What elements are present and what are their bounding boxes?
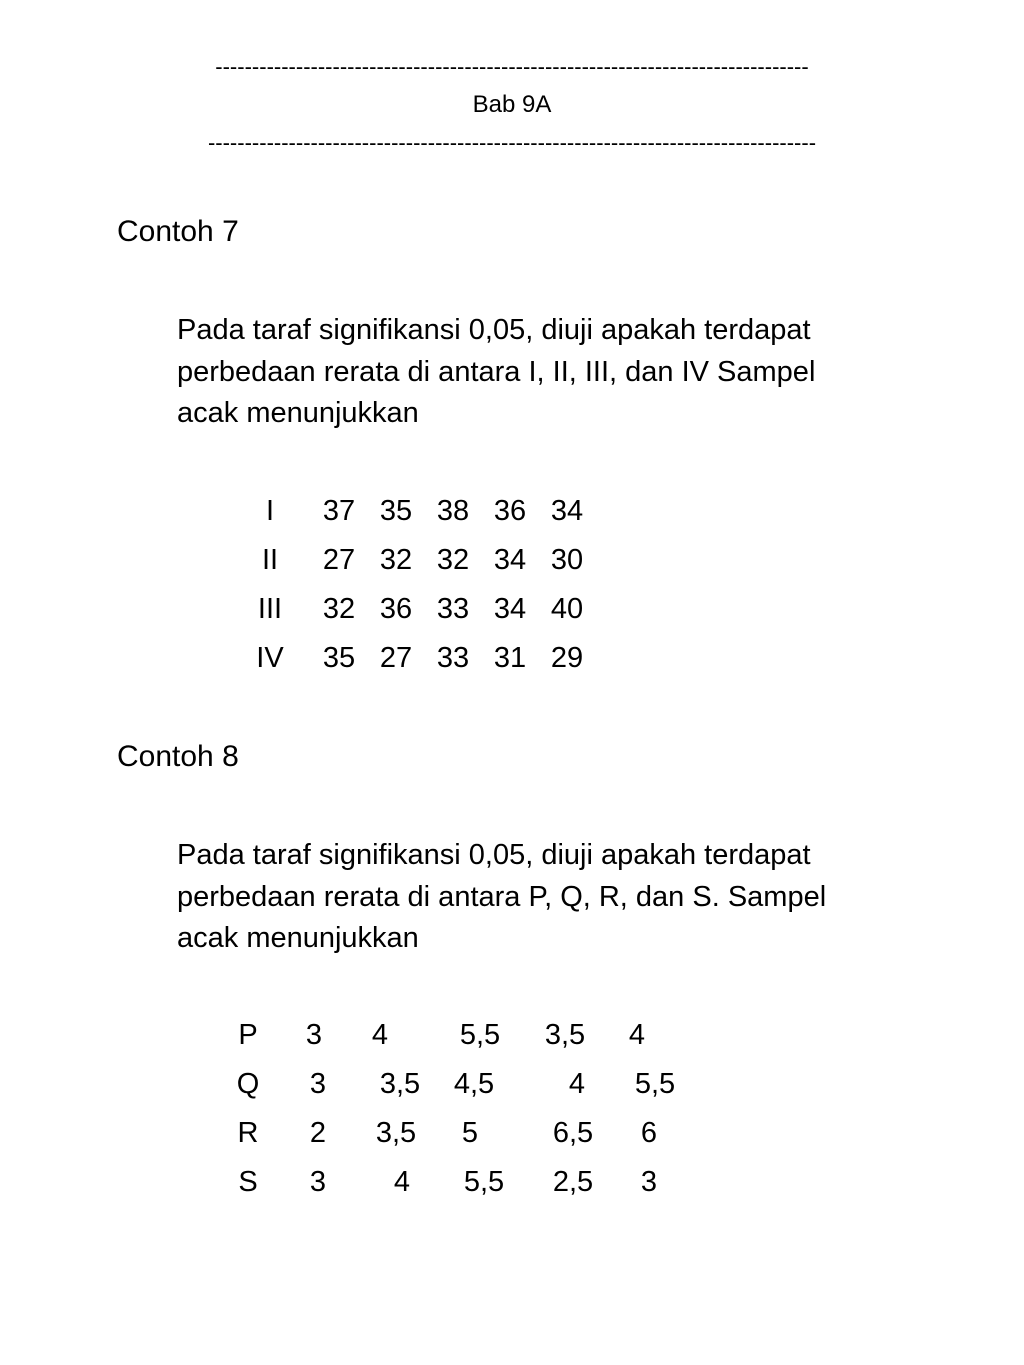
paragraph-line: perbedaan rerata di antara I, II, III, dan IV Sampel xyxy=(177,355,816,388)
row-label: S xyxy=(238,1166,258,1198)
paragraph-line: acak menunjukkan xyxy=(177,922,419,954)
example-7-heading: Contoh 7 xyxy=(117,215,239,248)
row-label: R xyxy=(237,1117,259,1149)
table-cell: 6,5 xyxy=(552,1117,594,1149)
table-cell: 32 xyxy=(322,593,356,625)
paragraph-line: acak menunjukkan xyxy=(177,397,419,429)
table-cell: 4,5 xyxy=(453,1068,495,1100)
table-cell: 4 xyxy=(371,1019,389,1051)
table-cell: 2,5 xyxy=(552,1166,594,1198)
table-cell: 27 xyxy=(379,642,413,674)
table-cell: 38 xyxy=(436,495,470,527)
table-cell: 33 xyxy=(436,593,470,625)
table-cell: 27 xyxy=(322,544,356,576)
table-cell: 31 xyxy=(493,642,527,674)
example-7-paragraph xyxy=(177,310,977,435)
row-label: II xyxy=(261,544,279,576)
table-cell: 36 xyxy=(493,495,527,527)
table-cell: 3 xyxy=(309,1068,327,1100)
row-label: P xyxy=(238,1019,258,1051)
example-8-heading: Contoh 8 xyxy=(117,740,239,773)
header-rule-top: --------------------------------------------------------------------------------- xyxy=(215,54,809,79)
table-cell: 29 xyxy=(550,642,584,674)
row-label: IV xyxy=(256,642,284,674)
table-cell: 6 xyxy=(640,1117,658,1149)
paragraph-line: perbedaan rerata di antara P, Q, R, dan S. Sampel xyxy=(177,880,827,913)
table-cell: 30 xyxy=(550,544,584,576)
table-cell: 35 xyxy=(379,495,413,527)
table-cell: 32 xyxy=(379,544,413,576)
example-8-paragraph xyxy=(177,835,977,960)
table-cell: 4 xyxy=(568,1068,586,1100)
table-cell: 34 xyxy=(493,544,527,576)
row-label: Q xyxy=(236,1068,260,1100)
table-cell: 5 xyxy=(461,1117,479,1149)
table-cell: 5,5 xyxy=(459,1019,501,1051)
table-cell: 3 xyxy=(640,1166,658,1198)
chapter-title: Bab 9A xyxy=(472,91,552,118)
table-cell: 34 xyxy=(550,495,584,527)
table-cell: 33 xyxy=(436,642,470,674)
header-rule-bottom: ----------------------------------------------------------------------------------- xyxy=(207,130,817,155)
table-cell: 37 xyxy=(322,495,356,527)
table-cell: 34 xyxy=(493,593,527,625)
table-cell: 4 xyxy=(393,1166,411,1198)
table-cell: 3,5 xyxy=(544,1019,586,1051)
table-cell: 5,5 xyxy=(463,1166,505,1198)
row-label: III xyxy=(257,593,283,625)
table-cell: 32 xyxy=(436,544,470,576)
paragraph-line: Pada taraf signifikansi 0,05, diuji apakah terdapat xyxy=(177,314,811,346)
table-cell: 5,5 xyxy=(634,1068,676,1100)
table-cell: 40 xyxy=(550,593,584,625)
table-cell: 3,5 xyxy=(375,1117,417,1149)
table-cell: 3,5 xyxy=(379,1068,421,1100)
table-cell: 36 xyxy=(379,593,413,625)
paragraph-line: Pada taraf signifikansi 0,05, diuji apakah terdapat xyxy=(177,839,811,871)
table-cell: 3 xyxy=(305,1019,323,1051)
table-cell: 4 xyxy=(628,1019,646,1051)
table-cell: 35 xyxy=(322,642,356,674)
table-cell: 3 xyxy=(309,1166,327,1198)
table-cell: 2 xyxy=(309,1117,327,1149)
row-label: I xyxy=(265,495,275,527)
